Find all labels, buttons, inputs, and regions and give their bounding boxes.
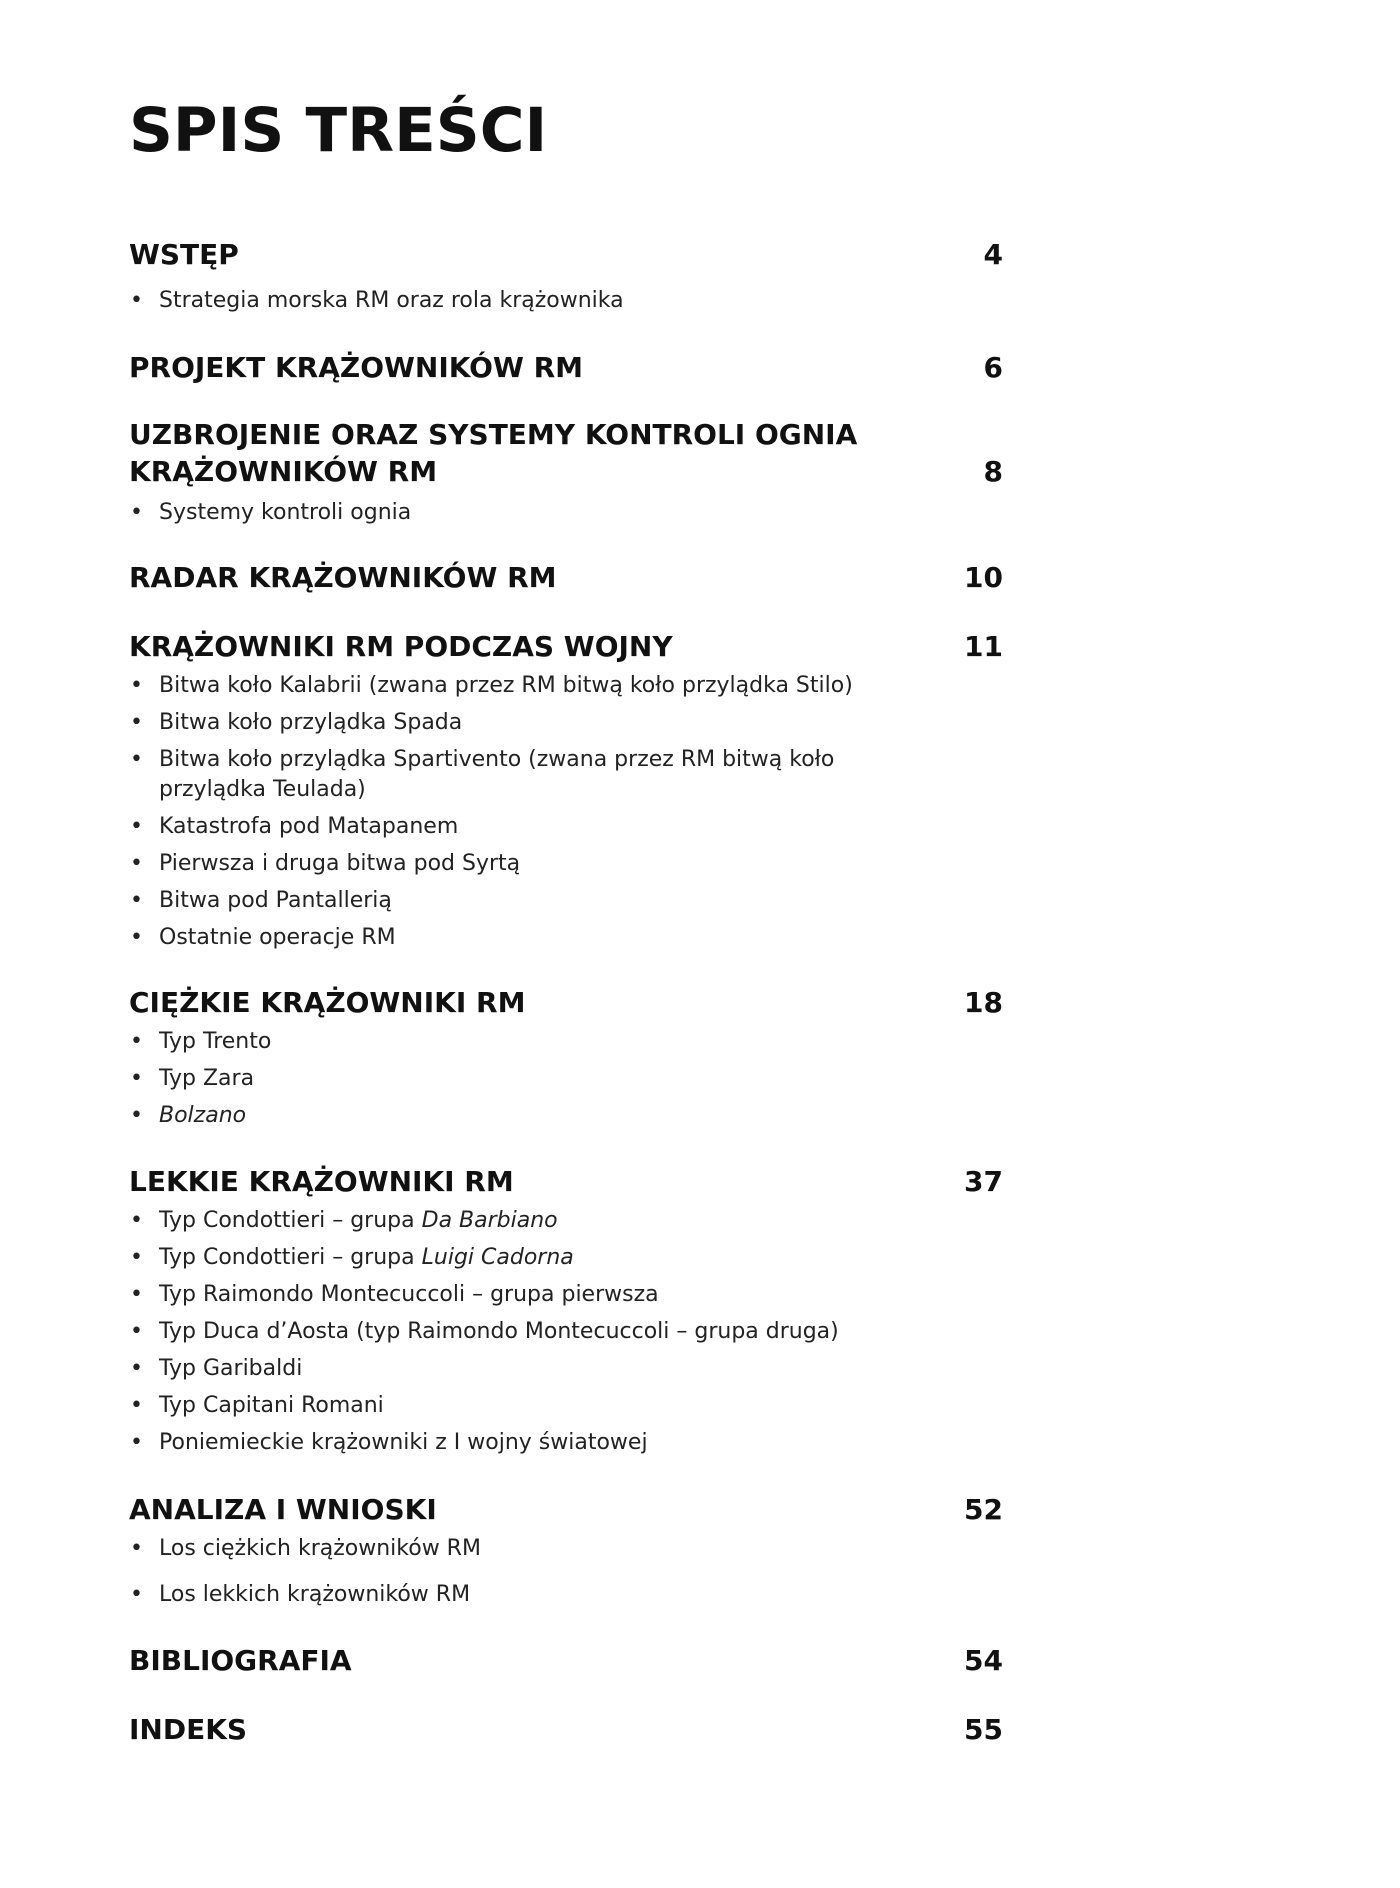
bullet-glyph: • bbox=[130, 1430, 143, 1455]
toc-subitem: Strategia morska RM oraz rola krążownika bbox=[159, 288, 624, 313]
bullet-glyph: • bbox=[130, 1208, 143, 1233]
bullet-glyph: • bbox=[130, 1319, 143, 1344]
toc-subitem: Typ Duca d’Aosta (typ Raimondo Montecuccoli – grupa druga) bbox=[159, 1319, 839, 1344]
toc-section-title-line1: UZBROJENIE ORAZ SYSTEMY KONTROLI OGNIA bbox=[129, 418, 858, 451]
subitem-italic: Da Barbiano bbox=[421, 1208, 558, 1233]
toc-subitem bbox=[159, 1206, 558, 1236]
toc-section-title: BIBLIOGRAFIA bbox=[129, 1644, 352, 1677]
toc-section-title: ANALIZA I WNIOSKI bbox=[129, 1493, 437, 1526]
bullet-glyph: • bbox=[130, 500, 143, 525]
toc-subitem: Bitwa koło przylądka Spartivento (zwana przez RM bitwą koło przylądka Teulada) bbox=[159, 747, 835, 802]
bullet-glyph: • bbox=[130, 888, 143, 913]
bullet-glyph: • bbox=[130, 1282, 143, 1307]
toc-subitem: Pierwsza i druga bitwa pod Syrtą bbox=[159, 851, 521, 876]
toc-page-number: 18 bbox=[964, 986, 1003, 1019]
toc-section-title: CIĘŻKIE KRĄŻOWNIKI RM bbox=[129, 986, 526, 1019]
page-title: SPIS TREŚCI bbox=[129, 95, 548, 166]
toc-section-title: PROJEKT KRĄŻOWNIKÓW RM bbox=[129, 351, 584, 384]
toc-page-number: 6 bbox=[983, 351, 1003, 384]
toc-section-title: WSTĘP bbox=[129, 238, 239, 271]
toc-section-title: KRĄŻOWNIKI RM PODCZAS WOJNY bbox=[129, 630, 673, 663]
toc-page-number: 55 bbox=[964, 1713, 1003, 1746]
toc-subitem bbox=[159, 1243, 574, 1273]
toc-subitem: Bolzano bbox=[159, 1103, 247, 1128]
subitem-prefix: Typ Condottieri – grupa bbox=[159, 1245, 422, 1270]
subitem-italic: Luigi Cadorna bbox=[421, 1245, 574, 1270]
bullet-glyph: • bbox=[130, 1029, 143, 1054]
toc-section-title-line2: KRĄŻOWNIKÓW RM bbox=[129, 455, 438, 488]
toc-subitem: Ostatnie operacje RM bbox=[159, 925, 396, 950]
toc-subitem: Systemy kontroli ognia bbox=[159, 500, 412, 525]
toc-page-number: 8 bbox=[983, 455, 1003, 488]
toc-subitem: Typ Garibaldi bbox=[159, 1356, 303, 1381]
bullet-glyph: • bbox=[130, 925, 143, 950]
toc-section-title: LEKKIE KRĄŻOWNIKI RM bbox=[129, 1165, 514, 1198]
toc-section-title: INDEKS bbox=[129, 1713, 248, 1746]
bullet-glyph: • bbox=[130, 1356, 143, 1381]
bullet-glyph: • bbox=[130, 1393, 143, 1418]
toc-subitem: Katastrofa pod Matapanem bbox=[159, 814, 459, 839]
toc-subitem: Bitwa pod Pantallerią bbox=[159, 888, 392, 913]
bullet-glyph: • bbox=[130, 1245, 143, 1270]
bullet-glyph: • bbox=[130, 1066, 143, 1091]
toc-subitem: Los lekkich krążowników RM bbox=[159, 1582, 471, 1607]
toc-subitem: Poniemieckie krążowniki z I wojny światowej bbox=[159, 1430, 648, 1455]
bullet-glyph: • bbox=[130, 288, 143, 313]
toc-subitem: Typ Zara bbox=[159, 1066, 255, 1091]
toc-page-number: 10 bbox=[964, 561, 1003, 594]
toc-subitem: Bitwa koło Kalabrii (zwana przez RM bitwą koło przylądka Stilo) bbox=[159, 673, 853, 698]
toc-subitem: Typ Capitani Romani bbox=[159, 1393, 384, 1418]
toc-page-number: 37 bbox=[964, 1165, 1003, 1198]
bullet-glyph: • bbox=[130, 1536, 143, 1561]
bullet-glyph: • bbox=[130, 1103, 143, 1128]
bullet-glyph: • bbox=[130, 747, 143, 772]
bullet-glyph: • bbox=[130, 814, 143, 839]
toc-page-number: 11 bbox=[964, 630, 1003, 663]
toc-section-title: RADAR KRĄŻOWNIKÓW RM bbox=[129, 561, 557, 594]
bullet-glyph: • bbox=[130, 710, 143, 735]
bullet-glyph: • bbox=[130, 673, 143, 698]
bullet-glyph: • bbox=[130, 1582, 143, 1607]
toc-page-number: 52 bbox=[964, 1493, 1003, 1526]
toc-subitem: Los ciężkich krążowników RM bbox=[159, 1536, 481, 1561]
toc-subitem: Typ Trento bbox=[159, 1029, 272, 1054]
toc-subitem: Bitwa koło przylądka Spada bbox=[159, 710, 463, 735]
toc-page-number: 54 bbox=[964, 1644, 1003, 1677]
toc-page-number: 4 bbox=[983, 238, 1003, 271]
toc-subitem: Typ Raimondo Montecuccoli – grupa pierwsza bbox=[159, 1282, 659, 1307]
bullet-glyph: • bbox=[130, 851, 143, 876]
subitem-prefix: Typ Condottieri – grupa bbox=[159, 1208, 422, 1233]
